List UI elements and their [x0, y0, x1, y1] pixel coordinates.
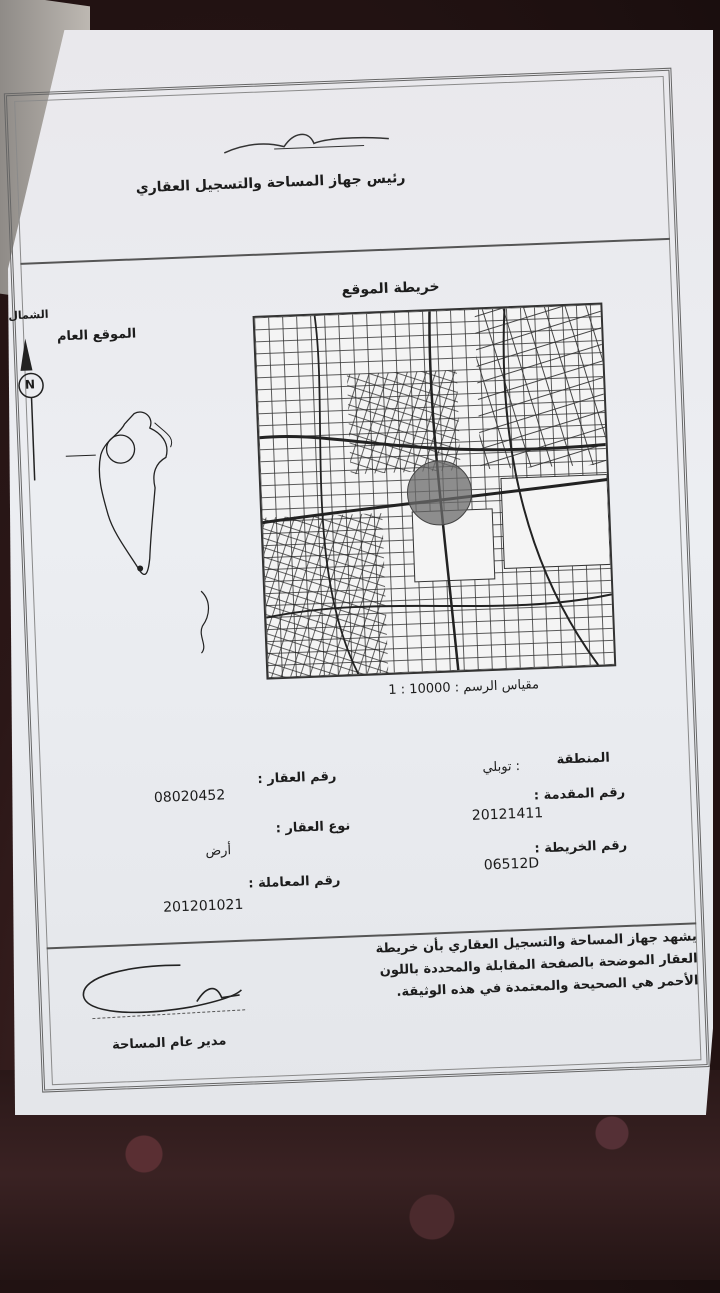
area-value: : توبلي: [482, 759, 521, 776]
map-number-value: 06512D: [483, 855, 540, 874]
director-title: مدير عام المساحة: [111, 1033, 227, 1053]
general-location-label: الموقع العام: [56, 326, 137, 345]
header-title: رئيس جهاز المساحة والتسجيل العقاري: [135, 169, 406, 197]
general-location-map: [54, 400, 234, 666]
site-map: [253, 303, 617, 680]
area-label: المنطقة: [556, 750, 611, 768]
property-type-label: نوع العقار :: [275, 818, 351, 837]
north-arrow: [8, 307, 57, 491]
certification-line-2: العقار الموضحة بالصفحة المقابلة والمحددة باللون: [379, 951, 698, 979]
transaction-number-value: 201201021: [162, 896, 244, 916]
north-arrow-icon: [11, 330, 57, 491]
property-number-label: رقم العقار :: [257, 769, 337, 788]
site-map-drawing: [255, 305, 615, 678]
scale-label: مقياس الرسم : 10000 : 1: [388, 677, 540, 699]
map-number-label: رقم الخريطة :: [534, 837, 628, 857]
application-number-value: 20121411: [471, 805, 544, 824]
north-letter: N: [24, 377, 36, 392]
certification-line-3: الأحمر هي الصحيحة والمعتمدة في هذه الوثيقة.: [396, 973, 699, 1000]
application-number-label: رقم المقدمة :: [533, 784, 626, 804]
header-signature: [213, 118, 394, 165]
director-signature: [70, 954, 273, 1032]
property-type-value: أرض: [205, 843, 232, 860]
transaction-number-label: رقم المعاملة :: [248, 872, 341, 892]
property-number-value: 08020452: [153, 787, 226, 807]
site-map-title: خريطة الموقع: [341, 278, 440, 299]
north-label: الشمال: [8, 307, 49, 323]
certification-line-1: يشهد جهاز المساحة والتسجيل العقاري بأن خريطة: [375, 929, 698, 957]
